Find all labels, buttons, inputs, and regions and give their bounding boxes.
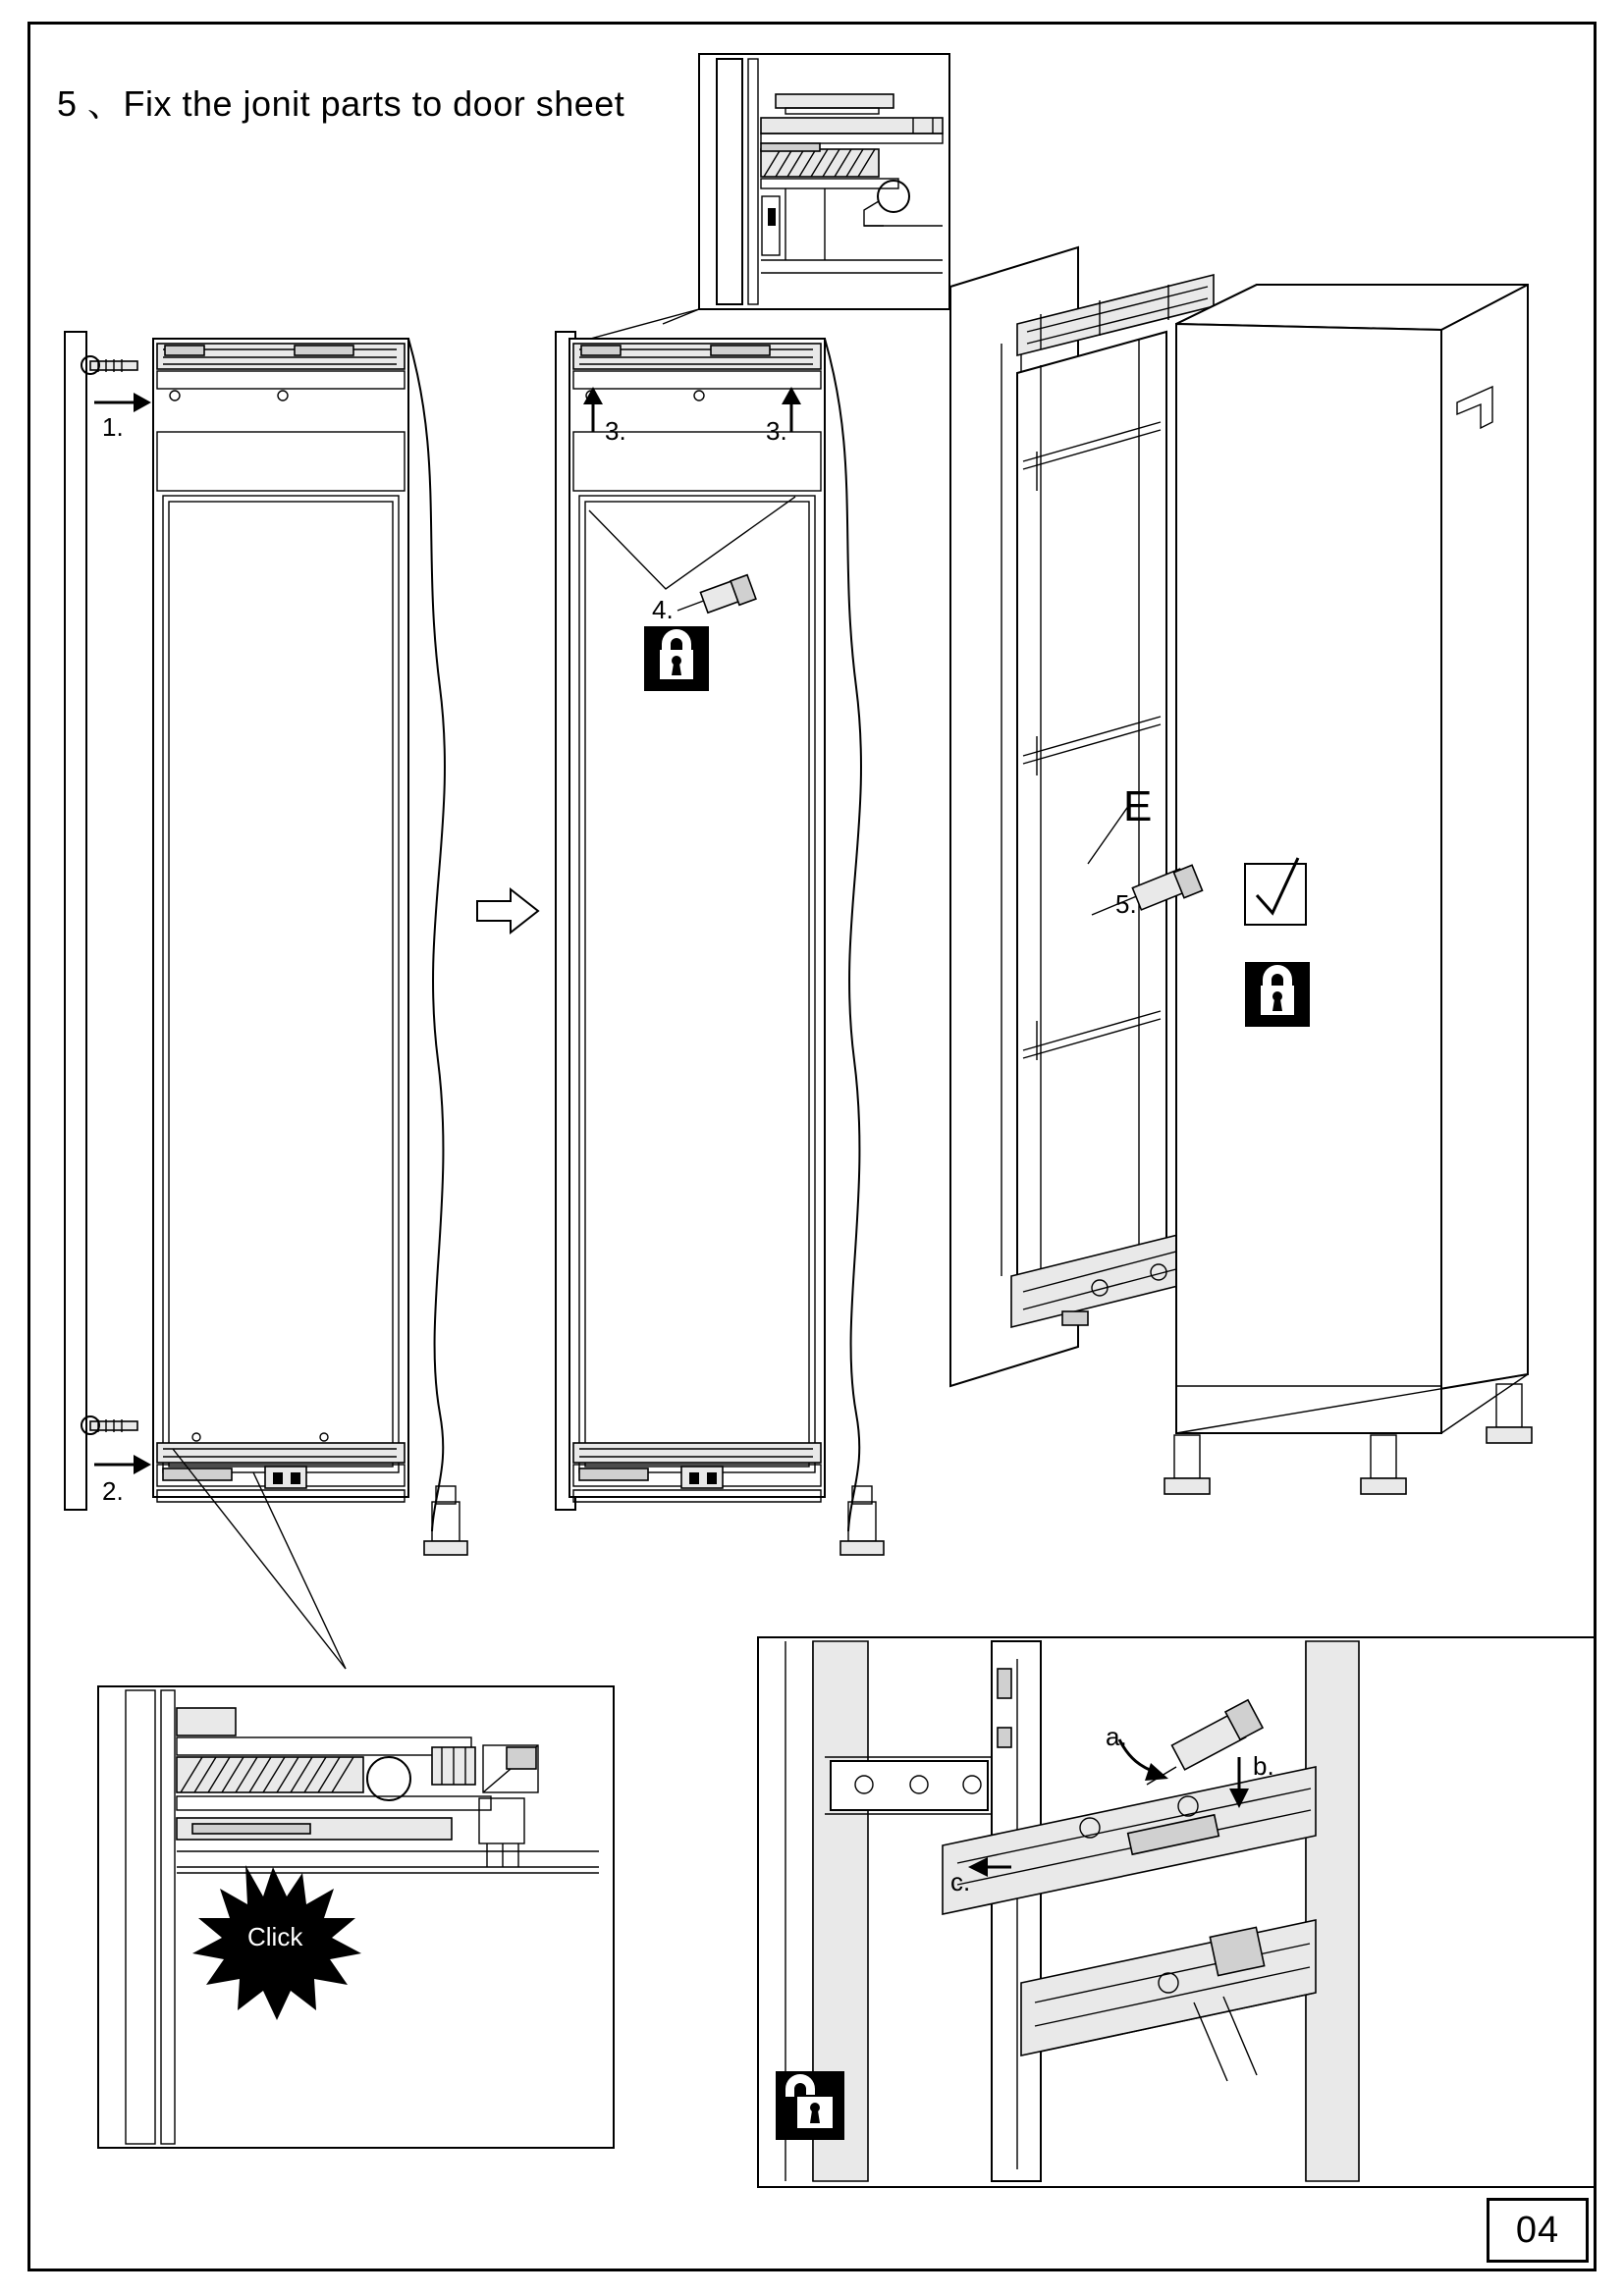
page-number: 04 bbox=[1487, 2198, 1589, 2263]
arrow-right-icon-transition bbox=[477, 889, 538, 933]
lock-open-icon bbox=[776, 2071, 844, 2140]
callout-sub-a: a. bbox=[1106, 1722, 1127, 1751]
view-middle-door-panel bbox=[556, 332, 884, 1555]
callout-sub-b: b. bbox=[1253, 1751, 1274, 1781]
page-title: 5 、Fix the jonit parts to door sheet bbox=[57, 83, 625, 124]
cabinet-leg-mid bbox=[1361, 1435, 1406, 1494]
view-left-door-panel bbox=[65, 332, 467, 1555]
callout-part-e: E bbox=[1123, 782, 1153, 830]
callout-step1: 1. bbox=[102, 412, 124, 442]
screw-icon-bottom bbox=[81, 1416, 137, 1434]
detail-top-inset bbox=[699, 54, 949, 309]
view-right-cabinet bbox=[950, 247, 1532, 1494]
detail-adjust-inset bbox=[758, 1637, 1595, 2187]
callout-step3b: 3. bbox=[766, 416, 787, 446]
lock-closed-icon-step4 bbox=[644, 626, 709, 691]
click-label: Click bbox=[247, 1922, 303, 1951]
callout-step4: 4. bbox=[652, 595, 674, 624]
callout-step5: 5. bbox=[1115, 889, 1137, 919]
callout-step2: 2. bbox=[102, 1476, 124, 1506]
cabinet-leg-left bbox=[1164, 1435, 1210, 1494]
callout-sub-c: c. bbox=[950, 1867, 971, 1896]
detail-click-inset bbox=[98, 1686, 614, 2148]
cabinet-leg-right bbox=[1487, 1384, 1532, 1443]
callout-step3a: 3. bbox=[605, 416, 626, 446]
screw-icon-top bbox=[81, 356, 137, 374]
lock-closed-icon-step5 bbox=[1245, 962, 1310, 1027]
